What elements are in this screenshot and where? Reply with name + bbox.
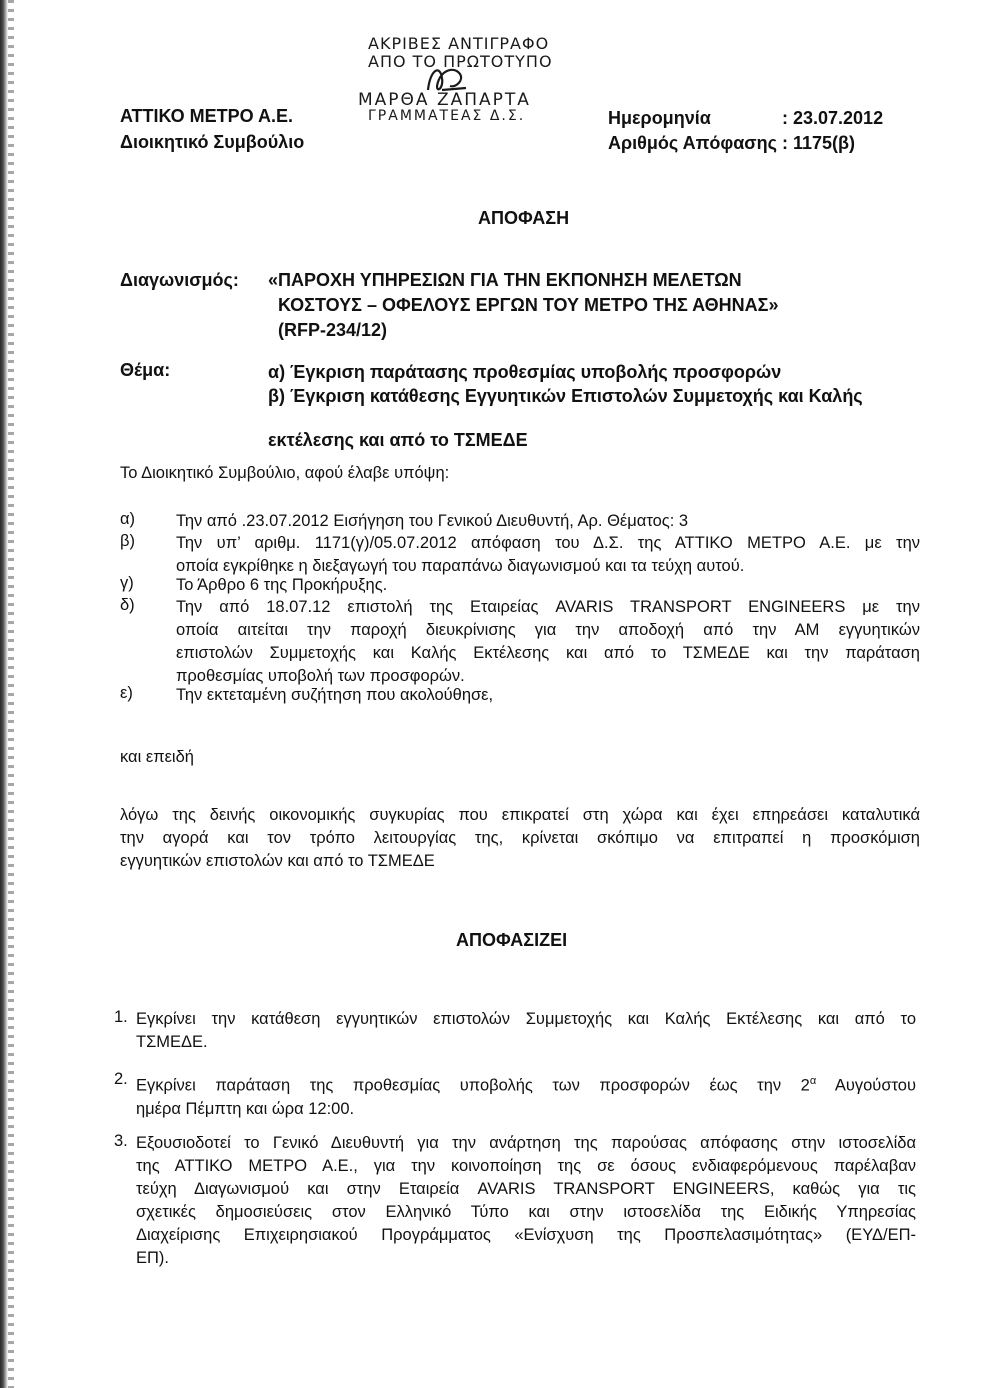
- tender-label: Διαγωνισμός:: [120, 270, 239, 290]
- reason-paragraph: λόγω της δεινής οικονομικής συγκυρίας που επικρατεί στη χώρα και έχει επηρεάσει καταλυτικά την αγορά και τον τρόπο λειτουργίας της, κρίνεται σκόπιμο να επιτραπεί η προσκόμιση εγγυητικών επιστολών και από το ΤΣΜΕΔΕ: [120, 806, 920, 870]
- consideration-text: Την από .23.07.2012 Εισήγηση του Γενικού Διευθυντή, Αρ. Θέματος: 3: [176, 512, 689, 530]
- stamp-line-2: ΑΠΟ ΤΟ ΠΡΩΤΟΤΥΠΟ: [368, 52, 553, 71]
- decision-number-value: : 1175(β): [782, 133, 856, 153]
- stamp-role: ΓΡΑΜΜΑΤΕΑΣ Δ.Σ.: [368, 108, 526, 124]
- subject-a: α) Έγκριση παράτασης προθεσμίας υποβολής προσφορών: [268, 362, 782, 382]
- subject-c: εκτέλεσης και από το ΤΣΜΕΔΕ: [268, 430, 528, 450]
- date-label: Ημερομηνία: [608, 108, 711, 128]
- tender-line-1: «ΠΑΡΟΧΗ ΥΠΗΡΕΣΙΩΝ ΓΙΑ ΤΗΝ ΕΚΠΟΝΗΣΗ ΜΕΛΕΤΩΝ: [268, 270, 742, 290]
- board-name: Διοικητικό Συμβούλιο: [120, 132, 305, 152]
- decision-text: Εγκρίνει την κατάθεση εγγυητικών επιστολών Συμμετοχής και Καλής Εκτέλεσης και από το ΤΣΜΕΔΕ.: [136, 1010, 916, 1051]
- intro-text: Το Διοικητικό Συμβούλιο, αφού έλαβε υπόψη:: [120, 464, 450, 482]
- consideration-text: Το Άρθρο 6 της Προκήρυξης.: [176, 576, 388, 594]
- tender-line-3: (RFP-234/12): [278, 320, 388, 340]
- stamp-line-1: ΑΚΡΙΒΕΣ ΑΝΤΙΓΡΑΦΟ: [368, 34, 550, 53]
- consideration-text: Την εκτεταμένη συζήτηση που ακολούθησε,: [176, 686, 494, 704]
- decision-number: 3.: [114, 1132, 128, 1150]
- decides-heading: ΑΠΟΦΑΣΙΖΕΙ: [456, 930, 568, 950]
- stamp-name: ΜΑΡΘΑ ΖΑΠΑΡΤΑ: [358, 90, 531, 110]
- consideration-mark: α): [120, 510, 136, 528]
- scan-edge-dots: [8, 0, 14, 1388]
- subject-b: β) Έγκριση κατάθεσης Εγγυητικών Επιστολών Συμμετοχής και Καλής: [268, 386, 863, 406]
- consideration-mark: δ): [120, 596, 135, 614]
- consideration-mark: β): [120, 532, 135, 550]
- whereas-text: και επειδή: [120, 748, 194, 766]
- decision-number-label: Αριθμός Απόφασης: [608, 133, 777, 153]
- decision-text: Εξουσιοδοτεί το Γενικό Διευθυντή για την ανάρτηση της παρούσας απόφασης στην ιστοσελίδα της ΑΤΤΙΚΟ ΜΕΤΡΟ Α.Ε., για την κοινοποίηση της σε όσους ενδιαφερόμενους παρέλαβαν τεύχη Διαγωνισμού και στην Εταιρεία AVARIS TRANSPORT ENGINEERS, καθώς για τις σχετικές δημοσιεύσεις στον Ελληνικό Τύπο και στην ιστοσελίδα της Ειδικής Υπηρεσίας Διαχείρισης Επιχειρησιακού Προγράμματος «Ενίσχυση της Προσπελασιμότητας» (ΕΥΔ/ΕΠ- ΕΠ).: [136, 1134, 916, 1267]
- consideration-text: Την από 18.07.12 επιστολή της Εταιρείας AVARIS TRANSPORT ENGINEERS με την οποία αιτείται την παροχή διευκρίνισης για την αποδοχή από την ΑΜ εγγυητικών επιστολών Συμμετοχής και Καλής Εκτέλεσης και από το ΤΣΜΕΔΕ και την παράταση προθεσμίας υποβολή των προσφορών.: [176, 598, 920, 685]
- scan-edge: [0, 0, 8, 1388]
- decision-number: 2.: [114, 1070, 128, 1088]
- decision-text: Εγκρίνει παράταση της προθεσμίας υποβολής των προσφορών έως την $2^\alpha$ Αυγούστου ημέρα Πέμπτη και ώρα 12:00.: [136, 1075, 916, 1118]
- subject-label: Θέμα:: [120, 360, 171, 380]
- consideration-mark: ε): [120, 684, 133, 702]
- consideration-mark: γ): [120, 574, 134, 592]
- org-name: ΑΤΤΙΚΟ ΜΕΤΡΟ Α.Ε.: [120, 106, 294, 126]
- document-title: ΑΠΟΦΑΣΗ: [478, 208, 570, 228]
- consideration-text: Την υπ’ αριθμ. 1171(γ)/05.07.2012 απόφαση του Δ.Σ. της ΑΤΤΙΚΟ ΜΕΤΡΟ Α.Ε. με την οποία εγκρίθηκε η διεξαγωγή του παραπάνω διαγωνισμού και τα τεύχη αυτού.: [176, 534, 920, 575]
- decision-number: 1.: [114, 1008, 128, 1026]
- tender-line-2: ΚΟΣΤΟΥΣ – ΟΦΕΛΟΥΣ ΕΡΓΩΝ ΤΟΥ ΜΕΤΡΟ ΤΗΣ ΑΘΗΝΑΣ»: [278, 295, 779, 315]
- date-value: : 23.07.2012: [782, 108, 884, 128]
